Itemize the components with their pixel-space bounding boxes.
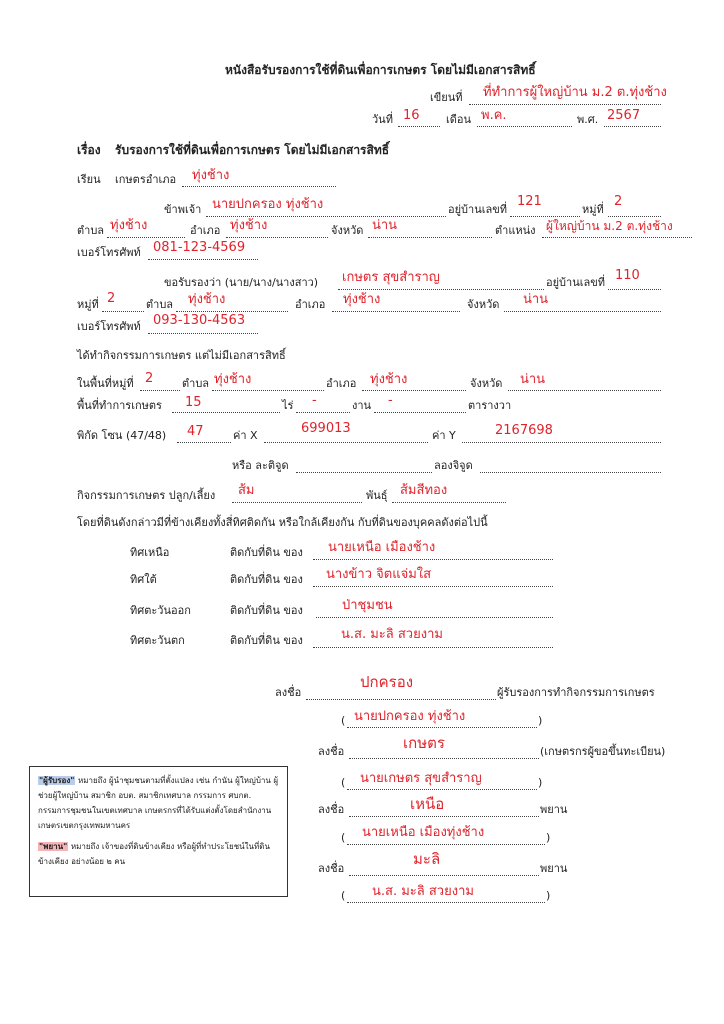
sign3-close-paren: ) [546,831,551,844]
to-label: เรียน [77,173,101,186]
neighbor-label-east: ติดกับที่ดิน ของ [230,604,303,617]
neighbor-dir-east: ทิศตะวันออก [130,604,191,617]
farmer-moo-label: หมู่ที่ [77,298,99,311]
certifier-house-value[interactable]: 121 [517,194,542,209]
activity-intro: ได้ทำกิจกรรมการเกษตร แต่ไม่มีเอกสารสิทธิ์ [77,349,286,362]
neighbor-label-south: ติดกับที่ดิน ของ [230,573,303,586]
certifier-definition-text: หมายถึง ผู้นำชุมชนตามที่ตั้งแปลง เช่น กำนัน ผู้ใหญ่บ้าน ผู้ช่วยผู้ใหญ่บ้าน สมาชิก อบต. สมาชิกเทศบาล กรรมการ ศบกต. กรรมการชุมชนในเขตเทศบาล เกษตรกรที่ได้รับแต่งตั้งโดยสำนักงานเกษตรเขตกรุงเทพมหานคร [38,776,279,830]
sign1-label: ลงชื่อ [275,686,302,699]
date-value[interactable]: 16 [403,108,420,123]
breed-label: พันธุ์ [366,489,388,502]
certifier-tambon-label: ตำบล [77,224,105,237]
y-value[interactable]: 2167698 [495,423,553,438]
area-province-label: จังหวัด [470,377,503,390]
area-rai-value[interactable]: 15 [185,395,202,410]
x-label: ค่า X [233,429,258,442]
breed-value[interactable]: ส้มสีทอง [400,483,448,498]
sign1-open-paren: ( [341,714,346,727]
sign4-signature[interactable]: มะลิ [413,850,441,868]
sign3-role: พยาน [540,803,568,816]
sign3-signature[interactable]: เหนือ [410,795,445,813]
neighbor-value-east[interactable]: ป่าชุมชน [342,598,393,613]
farmer-amphoe-label: อำเภอ [295,298,326,311]
year-value[interactable]: 2567 [607,108,641,123]
certifier-phone-value[interactable]: 081-123-4569 [153,240,246,255]
certifier-position-value[interactable]: ผู้ใหญ่บ้าน ม.2 ต.ทุ่งช้าง [546,219,673,233]
farmer-name[interactable]: เกษตร สุขสำราญ [342,270,440,285]
farmer-moo-value[interactable]: 2 [107,291,116,306]
to-text: เกษตรอำเภอ [115,173,177,186]
farmer-phone-value[interactable]: 093-130-4563 [153,313,246,328]
sign2-close-paren: ) [538,776,543,789]
certifier-province-value[interactable]: น่าน [372,218,398,233]
farmer-tambon-value[interactable]: ทุ่งช้าง [188,292,226,307]
neighbor-label-north: ติดกับที่ดิน ของ [230,546,303,559]
farmer-house-label: อยู่บ้านเลขที่ [546,276,606,289]
area-size-label: พื้นที่ทำการเกษตร [77,399,162,412]
neighbor-label-west: ติดกับที่ดิน ของ [230,634,303,647]
witness-term: "พยาน" [39,842,68,851]
certifier-tambon-value[interactable]: ทุ่งช้าง [110,218,148,233]
certifier-phone-label: เบอร์โทรศัพท์ [77,246,141,259]
activity-label: กิจกรรมการเกษตร ปลูก/เลี้ยง [77,489,216,502]
written-at-label: เขียนที่ [430,91,463,104]
neighbor-dir-west: ทิศตะวันตก [130,634,185,647]
to-value[interactable]: ทุ่งช้าง [192,168,230,183]
zone-value[interactable]: 47 [187,424,204,439]
certifier-amphoe-label: อำเภอ [190,224,221,237]
certifier-name[interactable]: นายปกครอง ทุ่งช้าง [212,197,324,212]
certifier-position-label: ตำแหน่ง [495,224,536,237]
sign3-open-paren: ( [341,831,346,844]
year-label: พ.ศ. [577,113,599,126]
certifier-moo-label: หมู่ที่ [582,203,604,216]
sign2-open-paren: ( [341,776,346,789]
area-moo-value[interactable]: 2 [145,371,154,386]
certifier-house-label: อยู่บ้านเลขที่ [448,203,508,216]
sign4-open-paren: ( [341,889,346,902]
subject-text: รับรองการใช้ที่ดินเพื่อการเกษตร โดยไม่มีเอกสารสิทธิ์ [115,143,390,157]
certifier-province-label: จังหวัด [331,224,364,237]
farmer-phone-label: เบอร์โทรศัพท์ [77,320,141,333]
certifier-definition [38,773,279,833]
area-tambon-label: ตำบล [182,377,210,390]
x-value[interactable]: 699013 [301,421,351,436]
lon-label: ลองจิจูด [434,459,473,472]
neighbor-value-west[interactable]: น.ส. มะลิ สวยงาม [341,627,443,642]
farmer-province-value[interactable]: น่าน [523,292,549,307]
area-moo-label: ในพื้นที่หมู่ที่ [77,377,134,390]
sign2-label: ลงชื่อ [318,745,345,758]
area-wa-value[interactable]: - [388,393,393,408]
definitions-note [29,766,288,897]
sign4-close-paren: ) [546,889,551,902]
sign1-printed-name[interactable]: นายปกครอง ทุ่งช้าง [354,709,466,724]
written-at-value[interactable]: ที่ทำการผู้ใหญ่บ้าน ม.2 ต.ทุ่งช้าง [483,85,667,100]
area-province-value[interactable]: น่าน [520,372,546,387]
neighbor-value-north[interactable]: นายเหนือ เมืองช้าง [328,540,436,555]
zone-label: พิกัด โซน (47/48) [77,429,167,442]
farmer-tambon-label: ตำบล [146,298,174,311]
area-ngan-value[interactable]: - [312,393,317,408]
page-title: หนังสือรับรองการใช้ที่ดินเพื่อการเกษตร โดยไม่มีเอกสารสิทธิ์ [225,63,536,77]
area-wa-label: ตารางวา [468,399,512,412]
area-rai-label: ไร่ [282,399,294,412]
neighbor-dir-north: ทิศเหนือ [130,546,170,559]
neighbor-value-south[interactable]: นางข้าว จิตแจ่มใส [326,567,432,582]
sign1-role: ผู้รับรองการทำกิจกรรมการเกษตร [497,686,655,699]
sign2-signature[interactable]: เกษตร [403,734,445,752]
farmer-house-value[interactable]: 110 [615,268,640,283]
sign4-label: ลงชื่อ [318,862,345,875]
y-label: ค่า Y [432,429,456,442]
sign1-close-paren: ) [538,714,543,727]
sign3-label: ลงชื่อ [318,803,345,816]
farmer-amphoe-value[interactable]: ทุ่งช้าง [343,292,381,307]
certifier-term: "ผู้รับรอง" [39,776,75,785]
certifier-moo-value[interactable]: 2 [614,194,623,209]
witness-definition [38,839,279,869]
lat-label: หรือ ละติจูด [232,459,289,472]
date-label: วันที่ [372,113,393,126]
month-value[interactable]: พ.ค. [481,108,507,123]
sign4-printed-name[interactable]: น.ส. มะลิ สวยงาม [372,884,474,899]
farmer-certify-label: ขอรับรองว่า (นาย/นาง/นางสาว) [164,276,319,289]
sign4-role: พยาน [540,862,568,875]
area-tambon-value[interactable]: ทุ่งช้าง [214,372,252,387]
sign3-printed-name[interactable]: นายเหนือ เมืองทุ่งช้าง [362,825,485,840]
sign2-printed-name[interactable]: นายเกษตร สุขสำราญ [360,771,482,786]
witness-definition-text: หมายถึง เจ้าของที่ดินข้างเคียง หรือผู้ที่ทำประโยชน์ในที่ดินข้างเคียง อย่างน้อย ๒ คน [38,842,270,866]
certifier-i-label: ข้าพเจ้า [164,203,202,216]
subject-label: เรื่อง [77,143,101,157]
sign2-role: (เกษตรกรผู้ขอขึ้นทะเบียน) [540,745,666,758]
certifier-amphoe-value[interactable]: ทุ่งช้าง [230,218,268,233]
area-amphoe-value[interactable]: ทุ่งช้าง [370,372,408,387]
area-amphoe-label: อำเภอ [326,377,357,390]
activity-value[interactable]: ส้ม [238,483,255,498]
neighbor-dir-south: ทิศใต้ [130,573,157,586]
month-label: เดือน [446,113,472,126]
area-ngan-label: งาน [352,399,372,412]
sign1-signature[interactable]: ปกครอง [360,673,414,691]
farmer-province-label: จังหวัด [467,298,500,311]
neighbors-intro: โดยที่ดินดังกล่าวมีที่ข้างเคียงทั้งสี่ทิศติดกัน หรือใกล้เคียงกัน กับที่ดินของบุคคลดังต่อไปนี้ [77,516,488,529]
